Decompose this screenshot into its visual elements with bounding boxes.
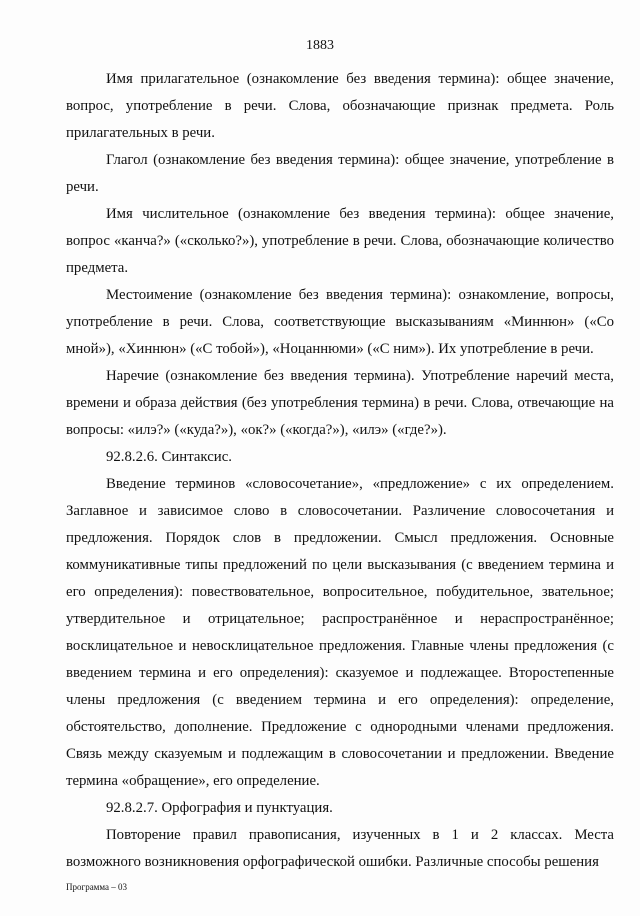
document-body bbox=[66, 66, 614, 876]
paragraph-adverb: Наречие (ознакомление без введения термина). Употребление наречий места, времени и образа действия (без употребления термина) в речи. Слова, отвечающие на вопросы: «илэ?» («куда?»), «ок?» («когда?»), «илэ» («где?»). bbox=[66, 368, 614, 438]
paragraph-verb: Глагол (ознакомление без введения термина): общее значение, употребление в речи. bbox=[66, 152, 614, 195]
paragraph-numeral: Имя числительное (ознакомление без введения термина): общее значение, вопрос «канча?» («сколько?»), употребление в речи. Слова, обозначающие количество предмета. bbox=[66, 206, 614, 276]
section-heading-orthography: 92.8.2.7. Орфография и пунктуация. bbox=[106, 800, 333, 816]
page-number: 1883 bbox=[306, 38, 334, 53]
paragraph-orthography: Повторение правил правописания, изученных в 1 и 2 классах. Места возможного возникновения орфографической ошибки. Различные способы решения bbox=[66, 827, 614, 870]
section-heading-syntax: 92.8.2.6. Синтаксис. bbox=[106, 449, 232, 465]
paragraph-adjective: Имя прилагательное (ознакомление без введения термина): общее значение, вопрос, употребление в речи. Слова, обозначающие признак предмета. Роль прилагательных в речи. bbox=[66, 71, 614, 141]
paragraph-pronoun: Местоимение (ознакомление без введения термина): ознакомление, вопросы, употребление в речи. Слова, соответствующие высказываниям «Миннюн» («Со мной»), «Хиннюн» («С тобой»), «Ноцаннюми» («С ним»). Их употребление в речи. bbox=[66, 287, 614, 357]
paragraph-syntax: Введение терминов «словосочетание», «предложение» с их определением. Заглавное и зависимое слово в словосочетании. Различение словосочетания и предложения. Порядок слов в предложении. Смысл предложения. Основные коммуникативные типы предложений по цели высказывания (с введением термина и его определения): повествовательное, вопросительное, побудительное, звательное; утвердительное и отрицательное; распространённое и нераспространённое; восклицательное и невосклицательное предложения. Главные члены предложения (с введением термина и его определения): сказуемое и подлежащее. Второстепенные члены предложения (с введением термина и его определения): определение, обстоятельство, дополнение. Предложение с однородными членами предложения. Связь между сказуемым и подлежащим в словосочетании и предложении. Введение термина «обращение», его определение. bbox=[66, 476, 614, 789]
page-footer: Программа – 03 bbox=[66, 882, 128, 892]
